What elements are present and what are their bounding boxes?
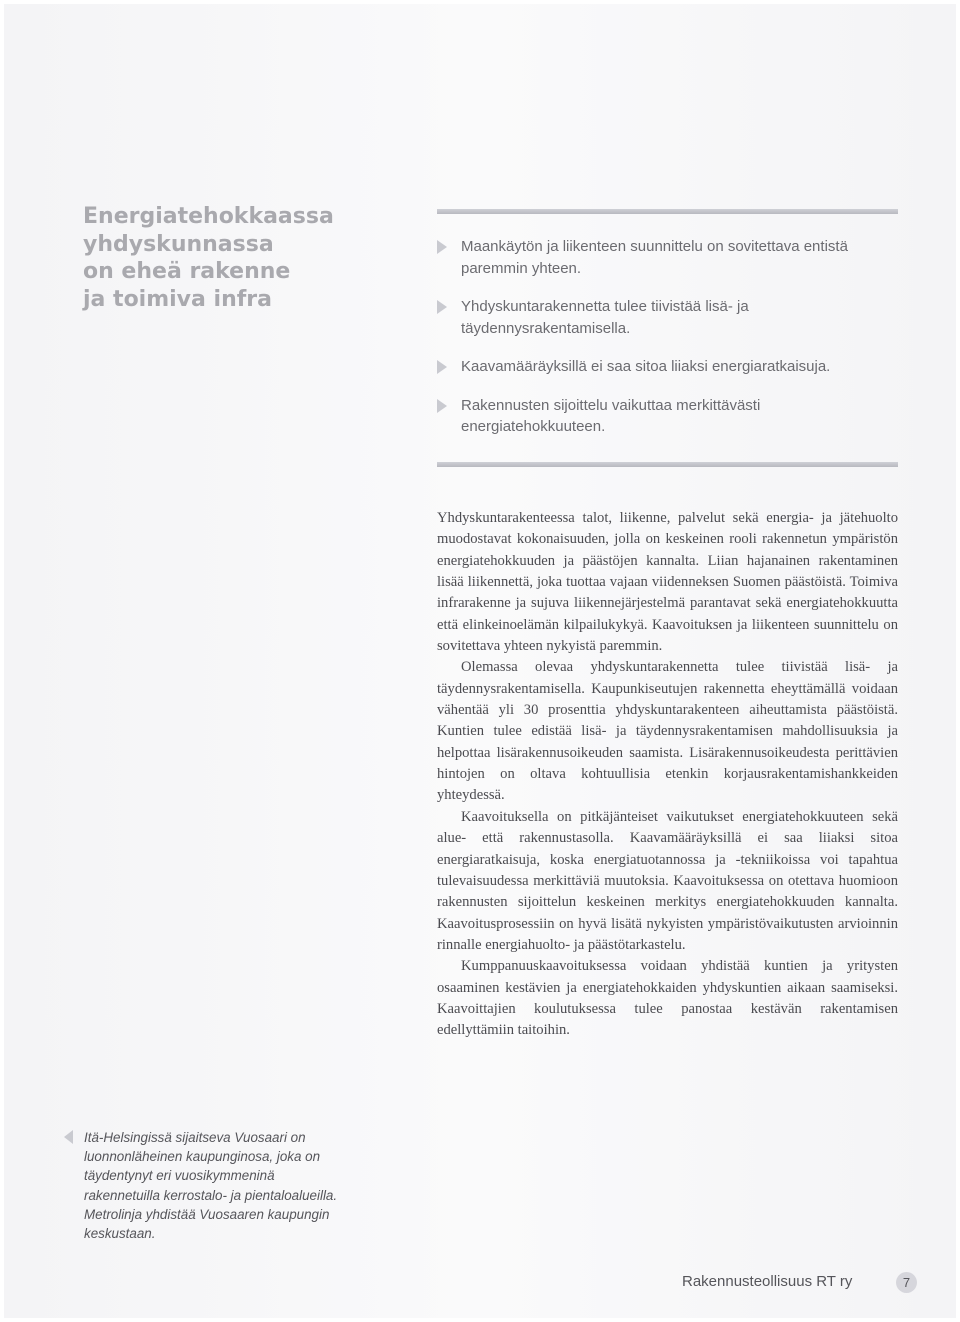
title-line-3: on eheä rakenne — [83, 259, 291, 284]
chevron-right-icon — [437, 240, 447, 254]
chevron-left-icon — [64, 1130, 73, 1144]
key-point — [437, 296, 907, 339]
body-paragraph: Kumppanuuskaavoituksessa voidaan yhdistää kuntien ja yritysten osaaminen kestävien ja energiatehokkaiden yhdyskuntien aikaan saamiseksi. Kaavoittajien koulutuksessa tulee panostaa kestävän rakentamisen edellyttämiin taitoihin. — [437, 958, 898, 1039]
body-paragraph: Olemassa olevaa yhdyskuntarakennetta tulee tiivistää lisä- ja täydennysrakentamisella. Kaupunkiseutujen rakennetta eheyttämällä voidaan vähentää yli 30 prosenttia yhdyskuntarakenteen aiheuttamista päästöistä. Kuntien tulee edistää lisä- ja täydennysrakentamisen mahdollisuuksia ja helpottaa lisärakennusoikeuden saamista. Lisärakennusoikeudesta perittävien hintojen on oltava kohtuullisia etenkin korjausrakentamishankkeiden yhteydessä. — [437, 659, 898, 804]
chevron-right-icon — [437, 360, 447, 374]
key-points-list — [437, 236, 907, 455]
title-line-1: Energiatehokkaassa — [83, 204, 334, 229]
caption-text: Itä-Helsingissä sijaitseva Vuosaari on luonnonläheinen kaupunginosa, joka on täydentynyt eri vuosikymmeninä rakennetuilla kerrostalo- ja pientaloalueilla. Metrolinja yhdistää Vuosaaren kaupungin keskustaan. — [84, 1130, 338, 1242]
chevron-right-icon — [437, 300, 447, 314]
body-text — [437, 508, 898, 1042]
body-paragraph: Yhdyskuntarakenteessa talot, liikenne, palvelut sekä energia- ja jätehuolto muodostavat kokonaisuuden, jolla on keskeinen rooli rakennetun ympäristön energiatehokkuuden ja päästöjen kannalta. Liian hajanainen rakentaminen lisää liikennettä, joka tuottaa vajaan viidenneksen Suomen päästöistä. Toimiva infrarakenne ja sujuva liikennejärjestelmä parantavat sekä energiatehokkuutta että elinkeinoelämän kilpailukykyä. Kaavoituksen ja liikenteen suunnittelu on sovitettava yhteen nykyistä paremmin. — [437, 510, 898, 655]
key-point — [437, 236, 907, 279]
key-point — [437, 395, 907, 438]
page-number: 7 — [896, 1272, 917, 1293]
key-point-text: Rakennusten sijoittelu vaikuttaa merkittävästi energiatehokkuuteen. — [461, 396, 761, 435]
page-title — [83, 203, 403, 313]
publisher-name: Rakennusteollisuus RT ry — [682, 1273, 853, 1290]
bottom-divider — [437, 462, 898, 467]
body-paragraph: Kaavoituksella on pitkäjänteiset vaikutukset energiatehokkuuteen sekä alue- että rakennustasolla. Kaavamääräyksillä ei saa liiaksi sitoa energiaratkaisuja, koska energiatuotannossa ja -tekniikoissa voi tapahtua tulevaisuudessa merkittäviä muutoksia. Kaavoituksessa on otettava huomioon rakennusten sijoittelun keskeinen merkitys energiatehokkuuden kannalta. Kaavoitusprosessiin on hyvä lisätä nykyisten ympäristövaikutusten arvioinnin rinnalle energiahuolto- ja päästötarkastelu. — [437, 808, 898, 953]
key-point-text: Maankäytön ja liikenteen suunnittelu on sovitettava entistä paremmin yhteen. — [461, 238, 848, 277]
title-line-2: yhdyskunnassa — [83, 231, 274, 257]
key-point-text: Yhdyskuntarakennetta tulee tiivistää lisä- ja täydennysrakentamisella. — [461, 298, 749, 337]
key-point — [437, 356, 907, 378]
title-line-4: ja toimiva infra — [83, 286, 272, 312]
photo-caption — [84, 1128, 346, 1243]
chevron-right-icon — [437, 399, 447, 413]
key-point-text: Kaavamääräyksillä ei saa sitoa liiaksi energiaratkaisuja. — [461, 358, 831, 375]
top-divider — [437, 209, 898, 214]
